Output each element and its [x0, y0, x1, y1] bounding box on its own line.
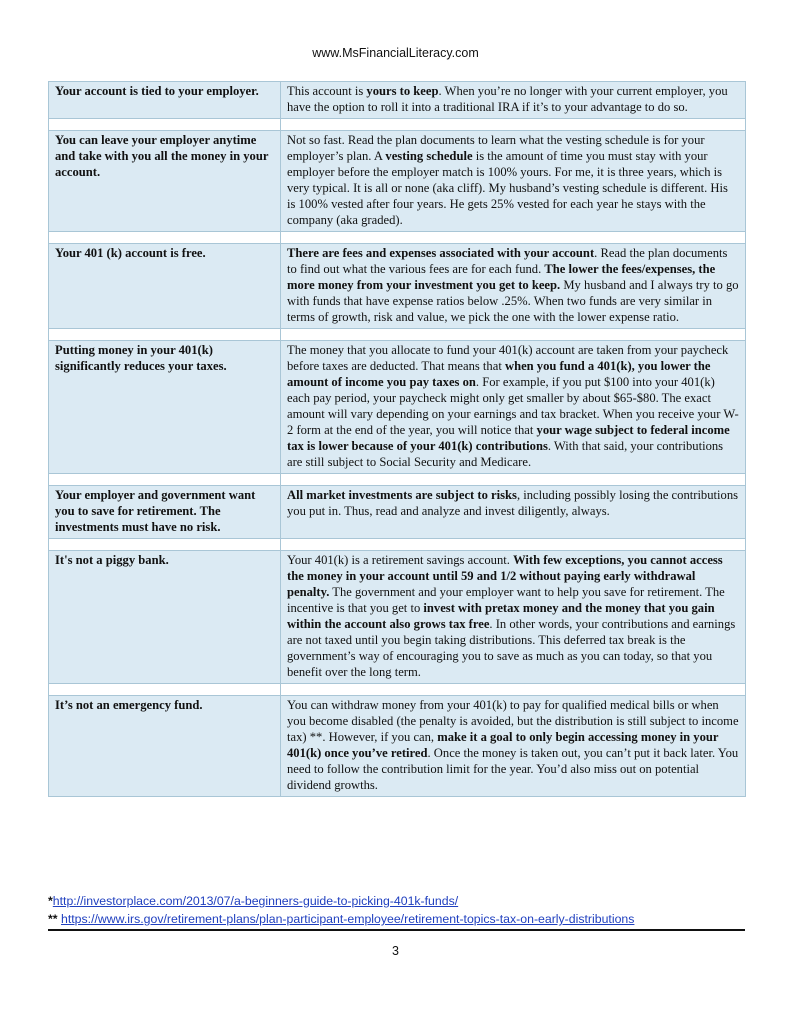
fact-text: . Read the plan documents to find out what the various fees are for each fund.	[287, 246, 728, 276]
fact-emphasis: make it a goal to only begin accessing money in your 401(k) once you’ve retired	[287, 730, 719, 760]
fact-cell	[281, 486, 746, 539]
spacer-row	[49, 232, 746, 244]
fact-text: . With that said, your contributions are still subject to Social Security and Medicare.	[287, 439, 724, 469]
table-row	[49, 131, 746, 232]
fact-emphasis: yours to keep	[366, 84, 439, 98]
footnote-link-irs[interactable]: https://www.irs.gov/retirement-plans/plan-participant-employee/retirement-topics-tax-on-early-distributions	[61, 912, 635, 926]
fact-text: The money that you allocate to fund your 401(k) account are taken from your paycheck before taxes are deducted. That means that	[287, 343, 729, 373]
fact-text: . When you’re no longer with your current employer, you have the option to roll it into a traditional IRA if it’s to your advantage to do so.	[287, 84, 728, 114]
table-row	[49, 341, 746, 474]
fact-text: My husband and I always try to go with funds that have expense ratios below .25%. When two funds are very similar in terms of growth, risk and value, we pick the one with the lower expense ratio.	[287, 278, 739, 324]
footer-divider	[48, 929, 745, 931]
fact-emphasis: invest with pretax money and the money that you gain within the account also grows tax free	[287, 601, 715, 631]
fact-text: . Once the money is taken out, you can’t put it back later. You need to follow the contribution limit for the year. You’d also miss out on potential dividend growths.	[287, 746, 739, 792]
fact-text: , including possibly losing the contributions you put in. Thus, read and analyze and invest diligently, always.	[287, 488, 739, 518]
table-row	[49, 696, 746, 797]
footnote-2	[48, 910, 745, 928]
fact-text: The government and your employer want to help you save for retirement. The incentive is that you get to	[287, 585, 725, 615]
footnote-link-investorplace[interactable]: http://investorplace.com/2013/07/a-beginners-guide-to-picking-401k-funds/	[52, 894, 459, 908]
table-row	[49, 82, 746, 119]
myth-cell: Your employer and government want you to save for retirement. The investments must have no risk.	[49, 486, 281, 539]
myth-cell: It's not a piggy bank.	[49, 551, 281, 684]
table-row	[49, 244, 746, 329]
fact-emphasis: when you fund a 401(k), you lower the amount of income you pay taxes on	[287, 359, 711, 389]
fact-cell	[281, 82, 746, 119]
fact-cell	[281, 341, 746, 474]
fact-emphasis: With few exceptions, you cannot access the money in your account until 59 and 1/2 without paying early withdrawal penalty.	[287, 553, 723, 599]
fact-text: Not so fast. Read the plan documents to learn what the vesting schedule is for your employer’s plan. A	[287, 133, 705, 163]
fact-emphasis: vesting schedule	[385, 149, 473, 163]
footnotes	[48, 892, 745, 928]
spacer-row	[49, 119, 746, 131]
fact-text: Your 401(k) is a retirement savings account.	[287, 553, 514, 567]
myth-cell: It’s not an emergency fund.	[49, 696, 281, 797]
fact-emphasis: your wage subject to federal income tax is lower because of your 401(k) contributions	[287, 423, 730, 453]
footnote-mark: *	[48, 894, 53, 908]
fact-emphasis: There are fees and expenses associated with your account	[287, 246, 595, 260]
fact-text: . For example, if you put $100 into your 401(k) each pay period, your paycheck might only get smaller by about $65-$80. The exact amount will vary depending on your earnings and tax bracket. When you receive your W-2 form at the end of the year, you will notice that	[287, 375, 739, 437]
myth-cell: You can leave your employer anytime and take with you all the money in your account.	[49, 131, 281, 232]
myth-cell: Putting money in your 401(k) significantly reduces your taxes.	[49, 341, 281, 474]
table-row	[49, 486, 746, 539]
fact-cell	[281, 551, 746, 684]
fact-cell	[281, 244, 746, 329]
site-header: www.MsFinancialLiteracy.com	[312, 46, 479, 60]
footnote-1	[48, 892, 745, 910]
fact-emphasis: All market investments are subject to risks	[287, 488, 517, 502]
fact-text: . In other words, your contributions and earnings are not taxed until you begin taking distributions. This deferred tax break is the government’s way of encouraging you to save as much as you can today, so that you benefit over the long term.	[287, 617, 736, 679]
fact-text: This account is	[287, 84, 367, 98]
fact-cell	[281, 696, 746, 797]
spacer-row	[49, 684, 746, 696]
myth-cell: Your 401 (k) account is free.	[49, 244, 281, 329]
fact-emphasis: The lower the fees/expenses, the more money from your investment you get to keep.	[287, 262, 716, 292]
myth-cell: Your account is tied to your employer.	[49, 82, 281, 119]
myth-fact-table	[48, 81, 746, 797]
page-number: 3	[392, 944, 399, 958]
footnote-mark: **	[48, 912, 58, 926]
fact-text: is the amount of time you must stay with your employer before the employer match is 100% yours. For me, it is three years, which is very typical. It is all or none (aka cliff). My husband’s vesting schedule is different. His is 100% vested after four years. He gets 25% vested for each year he stays with the company (aka graded).	[287, 149, 728, 227]
spacer-row	[49, 539, 746, 551]
fact-cell	[281, 131, 746, 232]
table-row	[49, 551, 746, 684]
spacer-row	[49, 474, 746, 486]
fact-text: You can withdraw money from your 401(k) to pay for qualified medical bills or when you become disabled (the penalty is avoided, but the distribution is still subject to income tax) **. However, if you can,	[287, 698, 739, 744]
spacer-row	[49, 329, 746, 341]
